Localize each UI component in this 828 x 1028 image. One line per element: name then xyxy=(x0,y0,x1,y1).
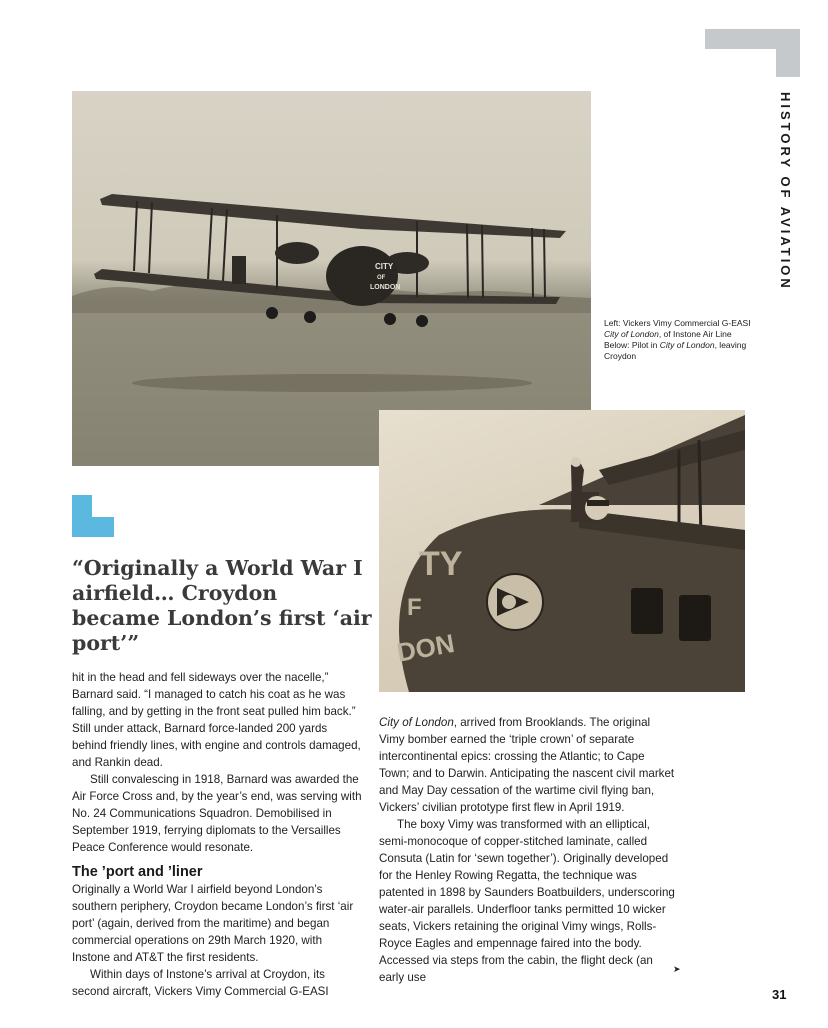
body-paragraph: hit in the head and fell sideways over the nacelle,” Barnard said. “I managed to catch his coat as he was falling, and by getting in the front seat pulled him back.” Still under attack, Barnard force-landed 200 yards behind friendly lines, with engine and controls damaged, and Rankin dead. xyxy=(72,671,361,769)
fuselage-lettering-3: LONDON xyxy=(370,284,401,291)
body-column-left xyxy=(72,669,362,1000)
caption-line2-italic: City of London xyxy=(659,340,715,350)
body-paragraph: Originally a World War I airfield beyond London’s southern periphery, Croydon became London’s first ‘air port’ (again, derived from the maritime) and began commercial operations on 29th March 1920, with Instone and AT&T the first residents. xyxy=(72,883,354,964)
pilot-fuselage-illustration xyxy=(379,410,745,692)
fuselage-lettering-1: CITY xyxy=(375,262,394,271)
body-paragraph: The boxy Vimy was transformed with an elliptical, semi-monocoque of copper-stitched laminate, called Consuta (Latin for ‘sewn together’). Originally developed for the Henley Rowing Regatta, the technique was patented in 1898 by Saunders Boatbuilders, underscoring water-air parallels. Underfloor tanks permitted 10 wicker seats, Vickers retaining the original Vimy wings, Rolls-Royce Eagles and empennage faired into the body. Accessed via steps from the cabin, the flight deck (an early use xyxy=(379,818,675,984)
body-paragraph xyxy=(379,714,675,816)
section-subheading: The ’port and ’liner xyxy=(72,864,203,880)
pull-quote: “Originally a World War I airfield… Croydon became London’s first ‘air port’” xyxy=(72,556,372,655)
fuselage-lettering-2: OF xyxy=(377,275,386,281)
ship-name-italic: City of London xyxy=(379,716,454,729)
page-number: 31 xyxy=(772,987,787,1002)
caption-line1-prefix: Left: Vickers Vimy Commercial G-EASI xyxy=(604,318,751,328)
pull-quote-marker-icon xyxy=(72,495,114,537)
fuselage-lettering-ty: TY xyxy=(419,545,463,583)
body-paragraph-text: , arrived from Brooklands. The original Vimy bomber earned the ‘triple crown’ of separate intercontinental epics: crossing the Atlantic; to Cape Town; and to Darwin. Anticipating the nascent civil market and May Day cessation of the wartime civil flying ban, Vickers’ civilian prototype first flew in April 1919. xyxy=(379,716,675,814)
photo-caption xyxy=(604,318,754,362)
caption-line1-suffix: , of Instone Air Line xyxy=(658,329,732,339)
continue-arrow-icon: ➤ xyxy=(673,964,681,974)
caption-line2-prefix: Below: Pilot in xyxy=(604,340,660,350)
caption-line1-italic: City of London xyxy=(604,329,659,339)
corner-tab-decoration-side xyxy=(776,29,800,77)
photo-pilot-cockpit xyxy=(379,410,745,692)
fuselage-lettering-f: F xyxy=(407,594,422,621)
body-paragraph: Within days of Instone’s arrival at Croydon, its second aircraft, Vickers Vimy Commercial G-EASI xyxy=(72,968,329,998)
caption-line2-suffix: , leaving Croydon xyxy=(604,340,747,361)
section-label: HISTORY OF AVIATION xyxy=(778,92,793,291)
body-column-right xyxy=(379,714,675,986)
fuselage-lettering-don: DON xyxy=(394,628,457,668)
body-paragraph: Still convalescing in 1918, Barnard was awarded the Air Force Cross and, by the year’s end, was serving with No. 24 Communications Squadron. Demobilised in September 1919, ferrying diplomats to the Versailles Peace Conference would resonate. xyxy=(72,773,362,854)
